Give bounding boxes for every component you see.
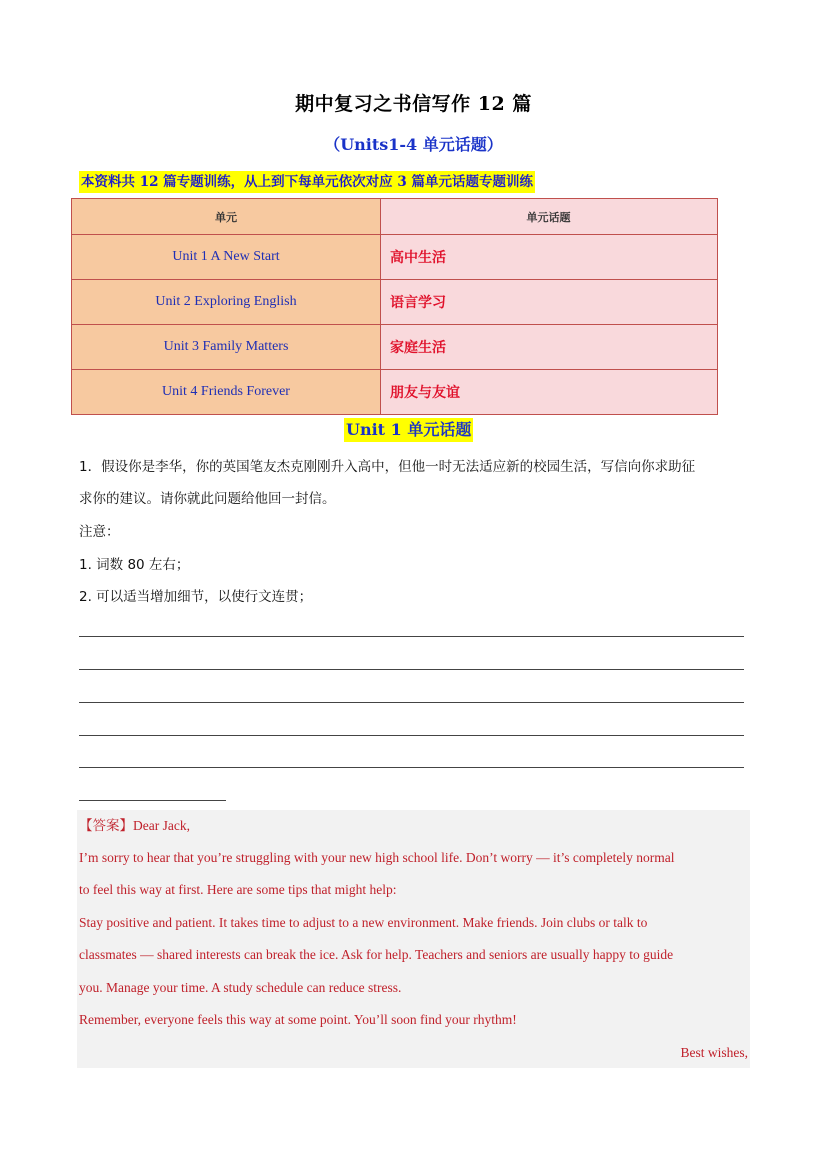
answer-line: classmates — shared interests can break the ice. Ask for help. Teachers and seniors are usually happy to guide bbox=[79, 947, 674, 962]
unit-cell: Unit 1 A New Start bbox=[72, 235, 381, 280]
divider bbox=[79, 800, 226, 801]
answer-tag: 【答案】 bbox=[79, 818, 133, 834]
table-header-row bbox=[72, 199, 718, 235]
answer-greeting-line bbox=[79, 817, 190, 835]
writing-line bbox=[79, 735, 744, 736]
table-row bbox=[72, 235, 718, 280]
header-cell-topic: 单元话题 bbox=[381, 199, 718, 235]
topic-cell: 语言学习 bbox=[381, 280, 718, 325]
answer-line: Stay positive and patient. It takes time to adjust to a new environment. Make friends. Join clubs or talk to bbox=[79, 915, 648, 930]
header-cell-unit: 单元 bbox=[72, 199, 381, 235]
unit-cell: Unit 2 Exploring English bbox=[72, 280, 381, 325]
answer-line: I’m sorry to hear that you’re struggling with your new high school life. Don’t worry — it’s completely normal bbox=[79, 850, 675, 865]
answer-signoff: Best wishes, bbox=[680, 1045, 748, 1060]
answer-line: Remember, everyone feels this way at some point. You’ll soon find your rhythm! bbox=[79, 1012, 517, 1027]
notice-banner: 本资料共 12 篇专题训练，从上到下每单元依次对应 3 篇单元话题专题训练 bbox=[79, 171, 535, 193]
table-row bbox=[72, 370, 718, 415]
writing-line bbox=[79, 636, 744, 637]
note-item-1: 1. 词数 80 左右； bbox=[79, 557, 190, 573]
section-heading: Unit 1 单元话题 bbox=[344, 418, 473, 442]
note-label: 注意： bbox=[79, 524, 120, 540]
topic-cell: 朋友与友谊 bbox=[381, 370, 718, 415]
question-text-line-1: 1．假设你是李华，你的英国笔友杰克刚刚升入高中，但他一时无法适应新的校园生活，写信向你求助征 bbox=[79, 459, 696, 475]
table-row bbox=[72, 280, 718, 325]
page-title: 期中复习之书信写作 12 篇 bbox=[295, 93, 532, 115]
question-text-line-2: 求你的建议。请你就此问题给他回一封信。 bbox=[79, 491, 336, 507]
unit-topic-table bbox=[71, 198, 718, 415]
page-subtitle: （Units1-4 单元话题） bbox=[324, 135, 503, 154]
topic-cell: 高中生活 bbox=[381, 235, 718, 280]
topic-cell: 家庭生活 bbox=[381, 325, 718, 370]
answer-line: you. Manage your time. A study schedule can reduce stress. bbox=[79, 980, 402, 995]
writing-line bbox=[79, 767, 744, 768]
answer-line: to feel this way at first. Here are some tips that might help: bbox=[79, 882, 397, 897]
unit-cell: Unit 4 Friends Forever bbox=[72, 370, 381, 415]
unit-cell: Unit 3 Family Matters bbox=[72, 325, 381, 370]
writing-line bbox=[79, 669, 744, 670]
table-row bbox=[72, 325, 718, 370]
answer-box bbox=[77, 810, 750, 1068]
answer-line: Dear Jack, bbox=[133, 818, 190, 833]
note-item-2: 2. 可以适当增加细节，以使行文连贯； bbox=[79, 589, 313, 605]
writing-line bbox=[79, 702, 744, 703]
